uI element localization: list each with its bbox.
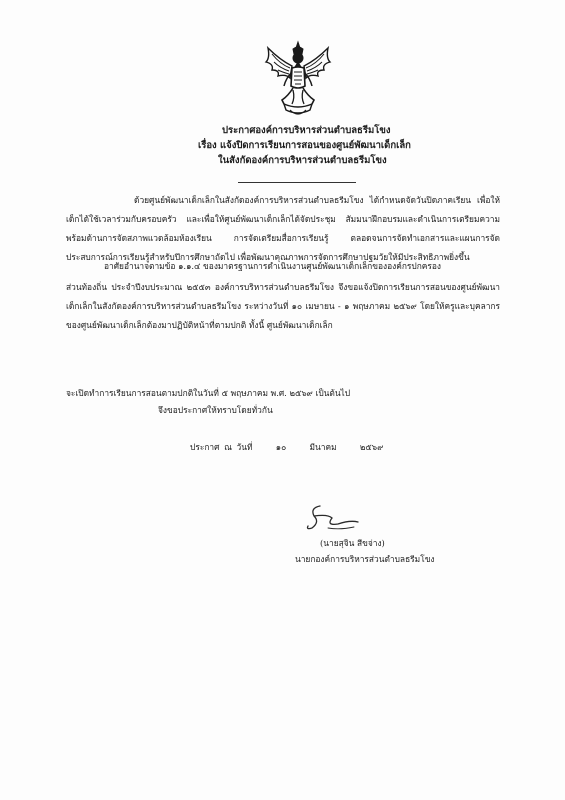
date-year: ๒๕๖๙	[359, 442, 384, 452]
body-paragraph-2: ส่วนท้องถิ่น ประจำปีงบประมาณ ๒๕๕๓ องค์การบริหารส่วนตำบลธรีมโขง จึงขอแจ้งปิดการเรียนการสอนของศูนย์พัฒนาเด็กเล็กในสังกัดองค์การบริหารส่วนตำบลธรีมโขง ระหว่างวันที่ ๑๐ เมษายน - ๑ พฤษภาคม ๒๕๖๙ โดยให้ครูและบุคลากรของศูนย์พัฒนาเด็กเล็กต้องมาปฏิบัติหน้าที่ตามปกติ ทั้งนี้ ศูนย์พัฒนาเด็กเล็ก	[66, 282, 500, 330]
announcement-date	[190, 440, 383, 454]
header-divider	[238, 182, 356, 183]
signatory-title: นายกองค์การบริหารส่วนตำบลธรีมโขง	[295, 554, 435, 564]
announcement-affiliation: ในสังกัดองค์การบริหารส่วนตำบลธรีมโขง	[218, 155, 387, 166]
garuda-emblem-icon	[262, 40, 334, 120]
signatory-name: (นายสุจิน สีขจ่าง)	[320, 538, 385, 548]
announcement-title: ประกาศองค์การบริหารส่วนตำบลธรีมโขง	[222, 125, 391, 136]
body-paragraph-3: จะเปิดทำการเรียนการสอนตามปกติในวันที่ ๕ พฤษภาคม พ.ศ. ๒๕๖๙ เป็นต้นไป	[66, 388, 351, 398]
date-label: ประกาศ ณ วันที่	[190, 442, 253, 452]
date-month: มีนาคม	[309, 442, 337, 452]
body-paragraph-2-intro: อาศัยอำนาจตามข้อ ๑.๑.๔ ของมาตรฐานการดำเนินงานศูนย์พัฒนาเด็กเล็กขององค์กรปกครอง	[104, 261, 441, 271]
closing-statement: จึงขอประกาศให้ทราบโดยทั่วกัน	[158, 405, 273, 415]
date-day: ๑๐	[275, 442, 287, 452]
signature-mark	[298, 500, 368, 534]
body-paragraph-1: ด้วยศูนย์พัฒนาเด็กเล็กในสังกัดองค์การบริหารส่วนตำบลธรีมโขง ได้กำหนดจัดวันปิดภาคเรียน เพื่อให้เด็กได้ใช้เวลาร่วมกับครอบครัว และเพื่อให้ศูนย์พัฒนาเด็กเล็กได้จัดประชุม สัมมนาฝึกอบรมและดำเนินการเตรียมความพร้อมด้านการจัดสภาพแวดล้อมห้องเรียน การจัดเตรียมสื่อการเรียนรู้ ตลอดจนการจัดทำเอกสารและแผนการจัดประสบการณ์การเรียนรู้สำหรับปีการศึกษาถัดไป เพื่อพัฒนาคุณภาพการจัดการศึกษาปฐมวัยให้มีประสิทธิภาพยิ่งขึ้น	[66, 195, 500, 262]
announcement-subject: เรื่อง แจ้งปิดการเรียนการสอนของศูนย์พัฒนาเด็กเล็ก	[198, 140, 411, 151]
